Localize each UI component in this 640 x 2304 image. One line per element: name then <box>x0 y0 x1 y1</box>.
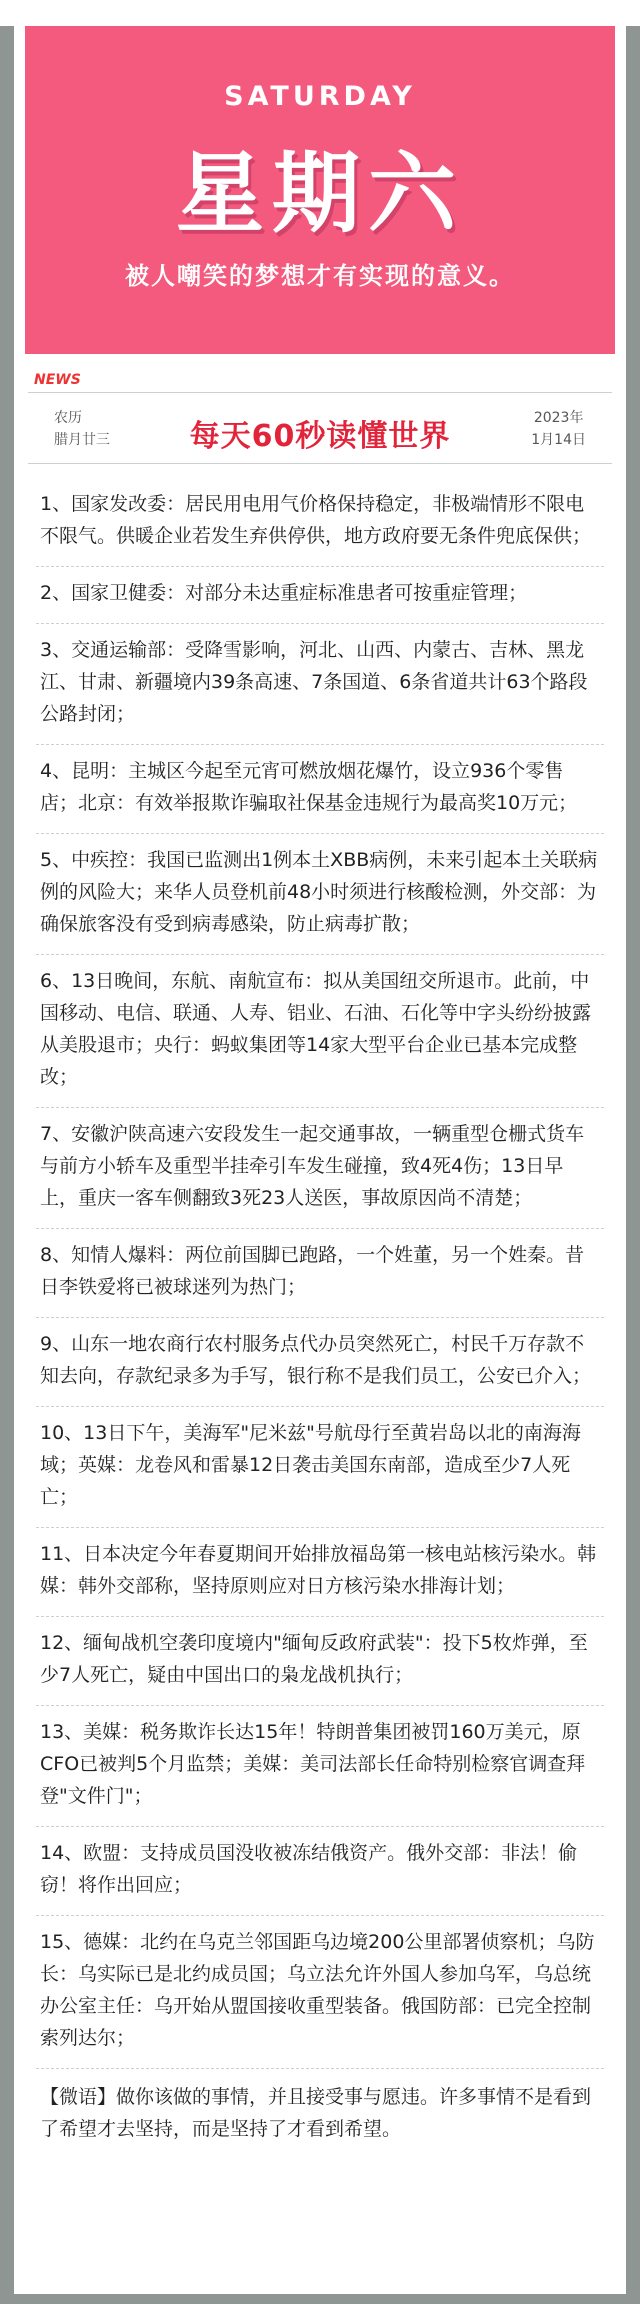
news-item: 8、知情人爆料：两位前国脚已跑路，一个姓董，另一个姓秦。昔日李铁爱将已被球迷列为热门； <box>36 1229 604 1318</box>
lunar-label: 农历 <box>54 410 82 426</box>
news-item: 14、欧盟：支持成员国没收被冻结俄资产。俄外交部：非法！偷窃！将作出回应； <box>36 1827 604 1916</box>
news-item: 9、山东一地农商行农村服务点代办员突然死亡，村民千万存款不知去向，存款纪录多为手写，银行称不是我们员工，公安已介入； <box>36 1318 604 1407</box>
news-item: 3、交通运输部：受降雪影响，河北、山西、内蒙古、吉林、黑龙江、甘肃、新疆境内39条高速、7条国道、6条省道共计63个路段公路封闭； <box>36 624 604 745</box>
weekday-chinese: 星期六 <box>175 141 464 245</box>
banner-motto: 被人嘲笑的梦想才有实现的意义。 <box>125 262 515 290</box>
news-item: 5、中疾控：我国已监测出1例本土XBB病例，未来引起本土关联病例的风险大；来华人员登机前48小时须进行核酸检测，外交部：为确保旅客没有受到病毒感染，防止病毒扩散； <box>36 834 604 955</box>
news-item: 6、13日晚间，东航、南航宣布：拟从美国纽交所退市。此前，中国移动、电信、联通、人寿、铝业、石油、石化等中字头纷纷披露从美股退市；央行：蚂蚁集团等14家大型平台企业已基本完成整改； <box>36 955 604 1108</box>
news-item: 11、日本决定今年春夏期间开始排放福岛第一核电站核污染水。韩媒：韩外交部称，坚持原则应对日方核污染水排海计划； <box>36 1528 604 1617</box>
page <box>0 26 640 2304</box>
lunar-day: 腊月廿三 <box>54 432 110 448</box>
news-label: NEWS <box>34 372 81 388</box>
news-item: 2、国家卫健委：对部分未达重症标准患者可按重症管理； <box>36 567 604 624</box>
news-item: 12、缅甸战机空袭印度境内"缅甸反政府武装"：投下5枚炸弹，至少7人死亡，疑由中国出口的枭龙战机执行； <box>36 1617 604 1706</box>
weekday-english: SATURDAY <box>224 81 416 112</box>
news-item: 7、安徽沪陕高速六安段发生一起交通事故，一辆重型仓栅式货车与前方小轿车及重型半挂牵引车发生碰撞，致4死4伤；13日早上，重庆一客车侧翻致3死23人送医，事故原因尚不清楚； <box>36 1108 604 1229</box>
date-day: 1月14日 <box>531 432 586 448</box>
gregorian-date <box>531 407 586 451</box>
date-banner <box>25 26 615 354</box>
news-item: 13、美媒：税务欺诈长达15年！特朗普集团被罚160万美元，原CFO已被判5个月监禁；美媒：美司法部长任命特别检察官调查拜登"文件门"； <box>36 1706 604 1827</box>
news-item: 1、国家发改委：居民用电用气价格保持稳定，非极端情形不限电不限气。供暖企业若发生弃供停供，地方政府要无条件兜底保供； <box>36 478 604 567</box>
page-title: 每天60秒读懂世界 <box>189 419 451 454</box>
daily-quote: 【微语】做你该做的事情，并且接受事与愿违。许多事情不是看到了希望才去坚持，而是坚持了才看到希望。 <box>40 2086 592 2140</box>
news-item: 10、13日下午，美海军"尼米兹"号航母行至黄岩岛以北的南海海域；英媒：龙卷风和雷暴12日袭击美国东南部，造成至少7人死亡； <box>36 1407 604 1528</box>
news-list <box>36 478 604 2069</box>
title-row <box>28 393 612 464</box>
news-item: 4、昆明：主城区今起至元宵可燃放烟花爆竹，设立936个零售店；北京：有效举报欺诈骗取社保基金违规行为最高奖10万元； <box>36 745 604 834</box>
date-year: 2023年 <box>533 410 584 426</box>
news-item: 15、德媒：北约在乌克兰邻国距乌边境200公里部署侦察机；乌防长：乌实际已是北约成员国；乌立法允许外国人参加乌军，乌总统办公室主任：乌开始从盟国接收重型装备。俄国防部：已完全控制索列达尔； <box>36 1916 604 2069</box>
